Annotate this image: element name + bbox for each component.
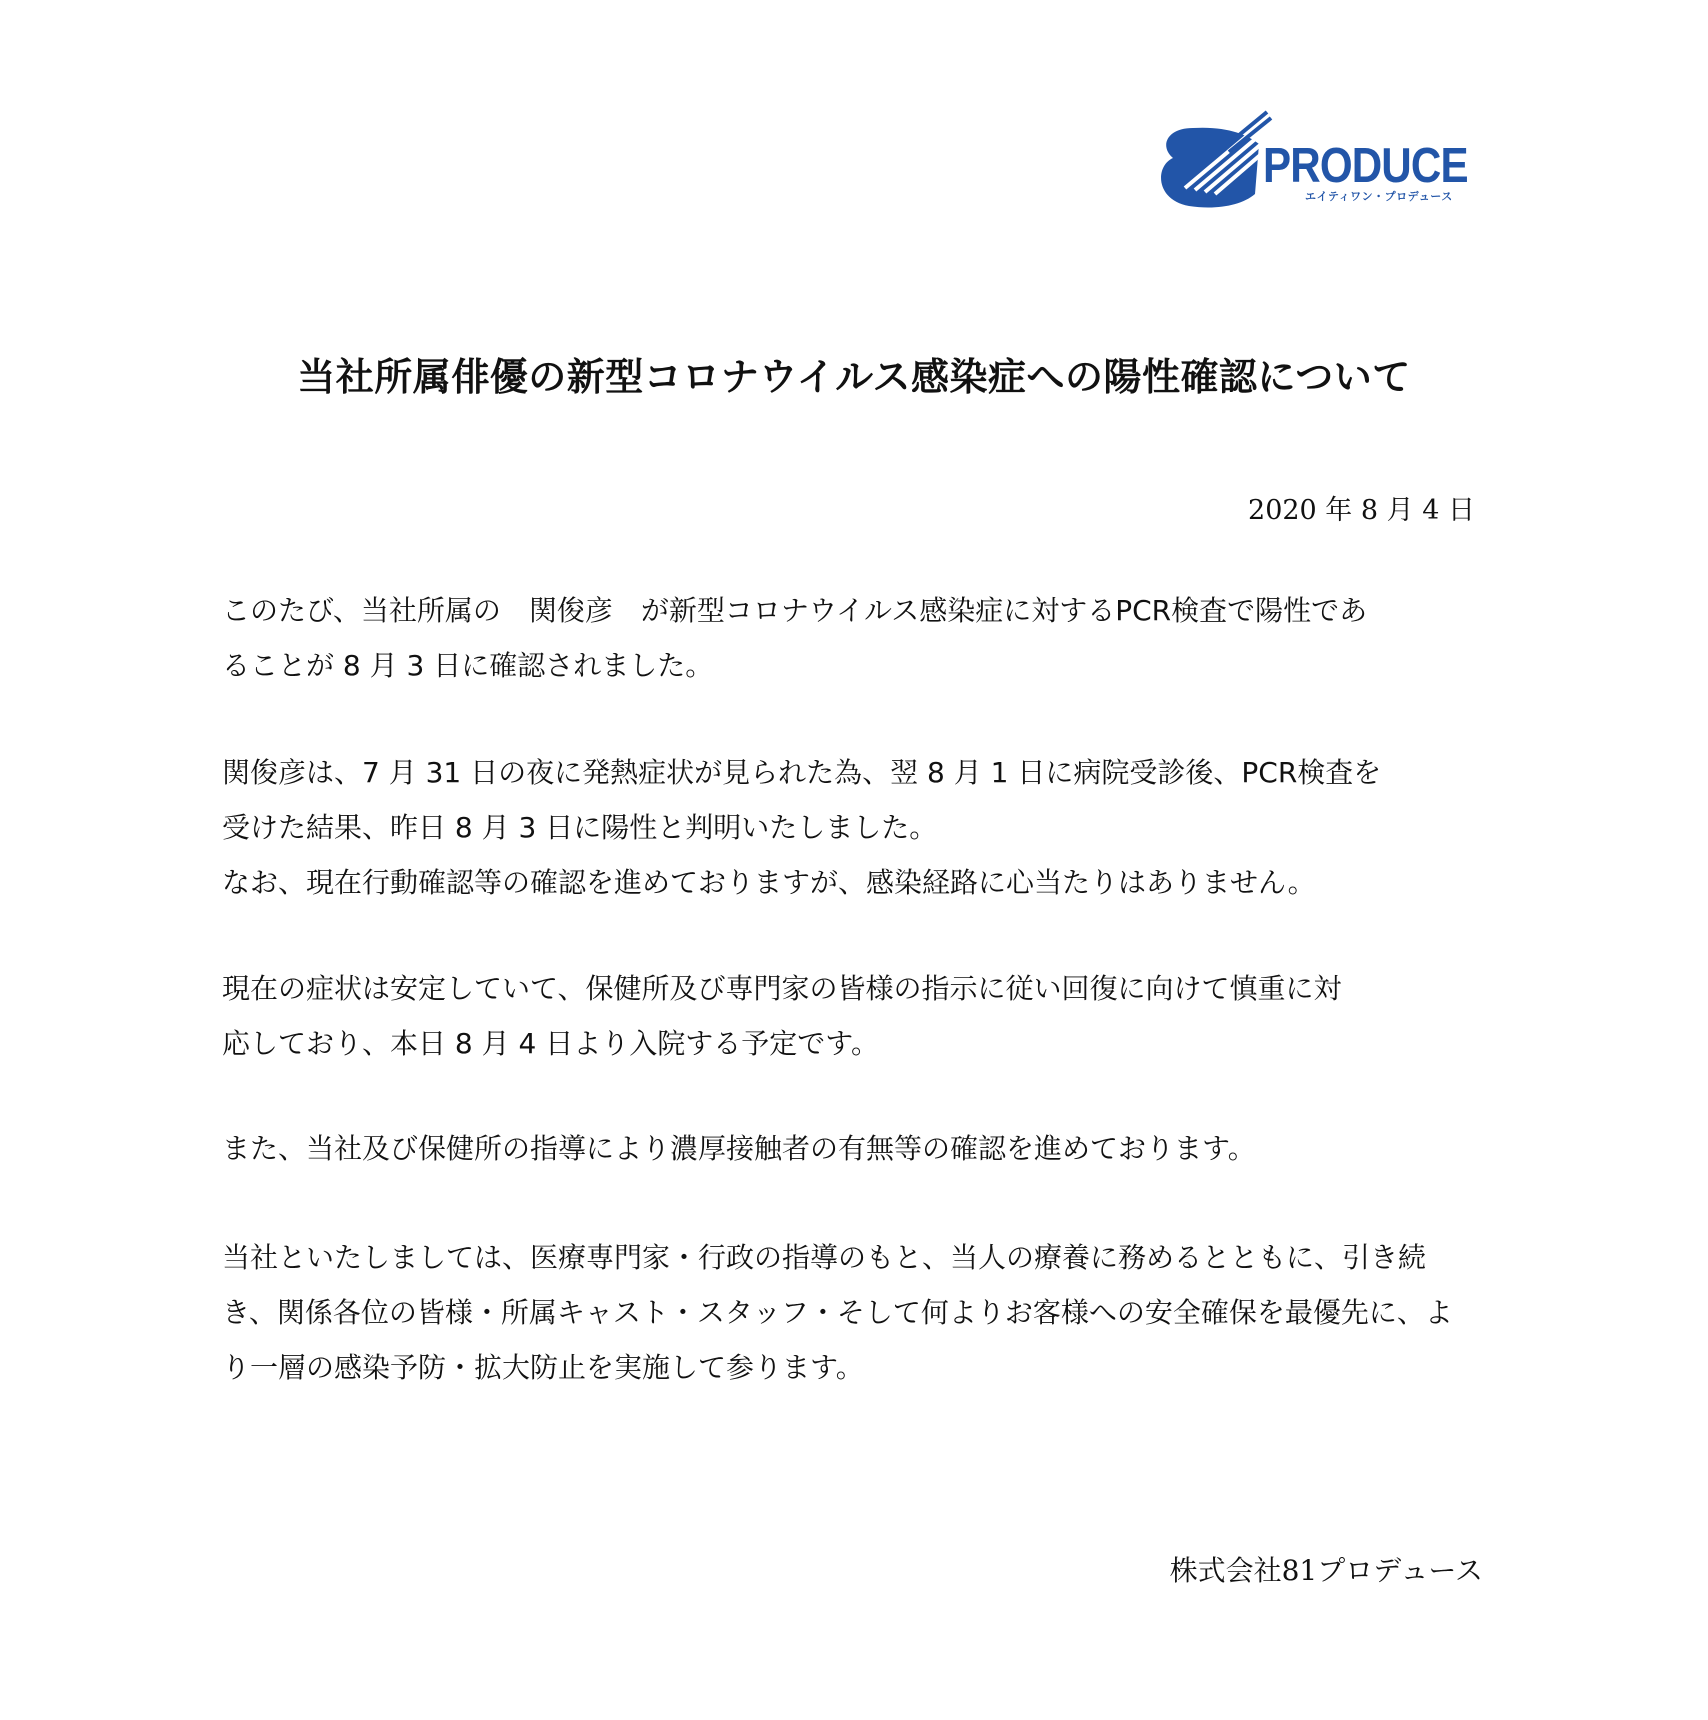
paragraph-line: 現在の症状は安定していて、保健所及び専門家の皆様の指示に従い回復に向けて慎重に対 <box>222 972 1342 1005</box>
paragraph-line: また、当社及び保健所の指導により濃厚接触者の有無等の確認を進めております。 <box>222 1132 1256 1165</box>
paragraph-line: 応しており、本日 8 月 4 日より入院する予定です。 <box>222 1027 879 1060</box>
document-title: 当社所属俳優の新型コロナウイルス感染症への陽性確認について <box>297 355 1411 399</box>
document-date: 2020 年 8 月 4 日 <box>1248 495 1475 526</box>
logo-wordmark: PRODUCE <box>1263 139 1468 193</box>
paragraph-contacts <box>222 1121 1484 1176</box>
paragraph-line: り一層の感染予防・拡大防止を実施して参ります。 <box>222 1351 864 1384</box>
paragraph-line: 当社といたしましては、医療専門家・行政の指導のもと、当人の療養に務めるとともに、引き続 <box>222 1241 1427 1274</box>
paragraph-line: このたび、当社所属の 関俊彦 が新型コロナウイルス感染症に対するPCR検査で陽性であ <box>222 594 1368 627</box>
paragraph-announcement <box>222 583 1484 693</box>
paragraph-details <box>222 745 1484 910</box>
paragraph-line: ることが 8 月 3 日に確認されました。 <box>222 649 714 682</box>
logo-kana: エイティワン・プロデュース <box>1305 190 1453 203</box>
company-signature: 株式会社81プロデュース <box>1169 1554 1483 1587</box>
paragraph-line: 受けた結果、昨日 8 月 3 日に陽性と判明いたしました。 <box>222 811 938 844</box>
paragraph-line: 関俊彦は、7 月 31 日の夜に発熱症状が見られた為、翌 8 月 1 日に病院受診後、PCR検査を <box>222 756 1382 789</box>
paragraph-line: き、関係各位の皆様・所属キャスト・スタッフ・そして何よりお客様への安全確保を最優先に、よ <box>222 1296 1453 1329</box>
paragraph-policy <box>222 1230 1484 1395</box>
paragraph-line: なお、現在行動確認等の確認を進めておりますが、感染経路に心当たりはありません。 <box>222 866 1316 899</box>
paragraph-condition <box>222 961 1484 1071</box>
company-logo <box>1155 110 1485 215</box>
logo-emblem-icon <box>1155 110 1275 215</box>
